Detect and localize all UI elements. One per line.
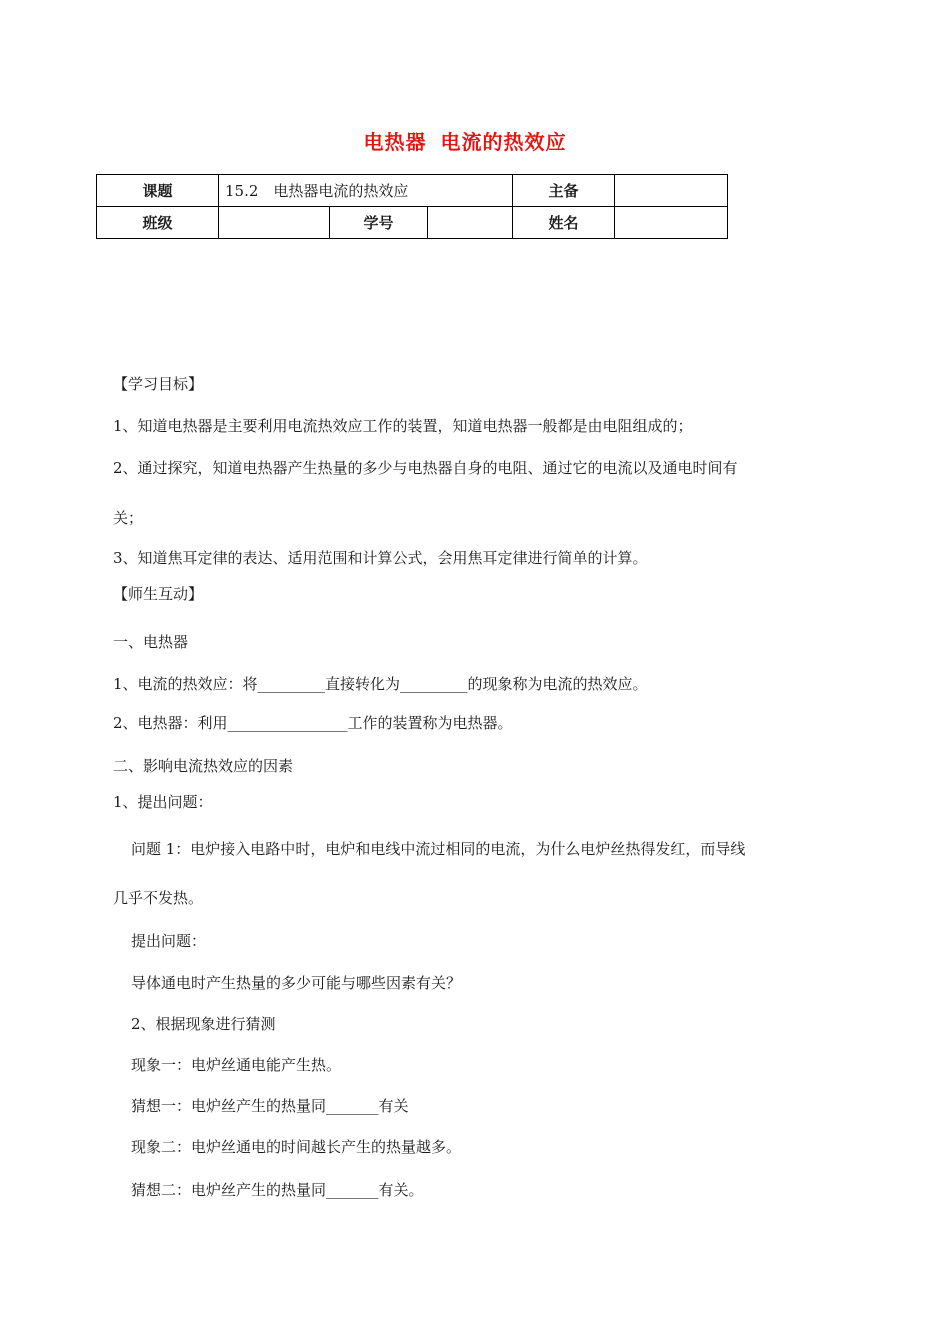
part1-heading: 一、电热器 <box>113 633 189 651</box>
info-table <box>96 174 728 239</box>
objectives-heading: 【学习目标】 <box>113 375 204 393</box>
objective-2-line2: 关； <box>113 509 144 527</box>
objective-2-line1: 2、通过探究，知道电热器产生热量的多少与电热器自身的电阻、通过它的电流以及通电时间有 <box>113 459 738 477</box>
part2-item2: 2、根据现象进行猜测 <box>131 1015 276 1033</box>
question1-line1: 问题 1：电炉接入电路中时，电炉和电线中流过相同的电流，为什么电炉丝热得发红，而导线 <box>131 840 746 858</box>
table-row <box>97 175 728 207</box>
guess-2: 猜想二：电炉丝产生的热量同_______有关。 <box>131 1181 424 1199</box>
part1-item2: 2、电热器：利用________________工作的装置称为电热器。 <box>113 714 513 732</box>
objective-1: 1、知道电热器是主要利用电流热效应工作的装置，知道电热器一般都是由电阻组成的； <box>113 417 693 435</box>
objective-3: 3、知道焦耳定律的表达、适用范围和计算公式，会用焦耳定律进行简单的计算。 <box>113 549 648 567</box>
preparer-label: 主备 <box>513 175 615 207</box>
student-no-field[interactable] <box>428 207 513 239</box>
part1-item1: 1、电流的热效应：将_________直接转化为_________的现象称为电流的热效应。 <box>113 675 648 693</box>
part2-heading: 二、影响电流热效应的因素 <box>113 757 294 775</box>
title-part1: 电热器 <box>363 130 427 154</box>
guess-1: 猜想一：电炉丝产生的热量同_______有关 <box>131 1097 409 1115</box>
question-text: 导体通电时产生热量的多少可能与哪些因素有关？ <box>131 974 462 992</box>
part2-item1: 1、提出问题： <box>113 793 213 811</box>
title-part2: 电流的热效应 <box>440 130 567 154</box>
name-label: 姓名 <box>513 207 615 239</box>
phenomenon-2: 现象二：电炉丝通电的时间越长产生的热量越多。 <box>131 1138 462 1156</box>
topic-value: 15.2 电热器电流的热效应 <box>219 175 513 207</box>
class-field[interactable] <box>219 207 330 239</box>
interaction-heading: 【师生互动】 <box>113 585 204 603</box>
class-label: 班级 <box>97 207 219 239</box>
student-no-label: 学号 <box>330 207 428 239</box>
raise-question: 提出问题： <box>131 932 207 950</box>
preparer-field[interactable] <box>615 175 728 207</box>
page-title <box>0 126 930 155</box>
name-field[interactable] <box>615 207 728 239</box>
topic-label: 课题 <box>97 175 219 207</box>
question1-line2: 几乎不发热。 <box>113 889 204 907</box>
phenomenon-1: 现象一：电炉丝通电能产生热。 <box>131 1056 342 1074</box>
table-row <box>97 207 728 239</box>
